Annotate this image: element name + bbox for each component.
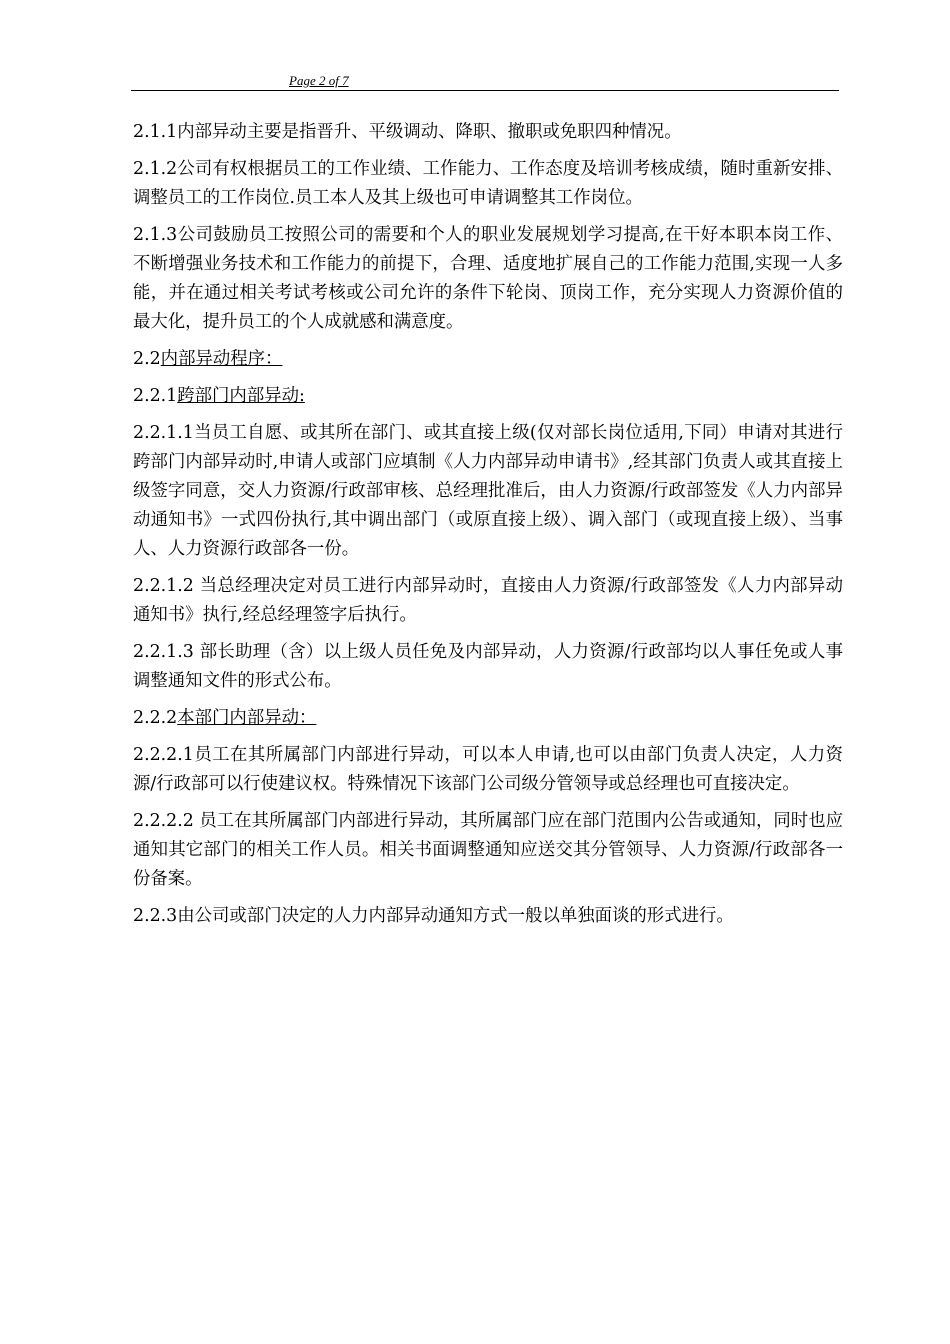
section-number: 2.1.2 bbox=[133, 159, 178, 179]
section-number: 2.2.1.1 bbox=[133, 423, 194, 443]
paragraph-2-2-1-3 bbox=[133, 638, 843, 696]
document-body bbox=[133, 118, 843, 939]
paragraph-2-1-3 bbox=[133, 221, 843, 337]
paragraph-text: 当员工自愿、或其所在部门、或其直接上级(仅对部长岗位适用,下同）申请对其进行跨部门内部异动时,申请人或部门应填制《人力内部异动申请书》,经其部门负责人或其直接上级签字同意，交人力资源/行政部审核、总经理批准后，由人力资源/行政部签发《人力内部异动通知书》一式四份执行,其中调出部门（或原直接上级）、调入部门（或现直接上级）、当事人、人力资源行政部各一份。 bbox=[133, 423, 843, 559]
paragraph-text: 公司鼓励员工按照公司的需要和个人的职业发展规划学习提高,在干好本职本岗工作、不断增强业务技术和工作能力的前提下，合理、适度地扩展自己的工作能力范围,实现一人多能，并在通过相关考试考核或公司允许的条件下轮岗、顶岗工作，充分实现人力资源价值的最大化，提升员工的个人成就感和满意度。 bbox=[133, 225, 843, 332]
heading-2-2 bbox=[133, 345, 843, 374]
section-number: 2.2.2.2 bbox=[133, 811, 200, 831]
paragraph-2-1-2 bbox=[133, 155, 843, 213]
section-number: 2.2.1 bbox=[133, 386, 178, 406]
section-number: 2.2.1.3 bbox=[133, 642, 200, 662]
paragraph-text: 员工在其所属部门内部进行异动，可以本人申请,也可以由部门负责人决定，人力资源/行政部可以行使建议权。特殊情况下该部门公司级分管领导或总经理也可直接决定。 bbox=[133, 745, 843, 794]
paragraph-text: 内部异动主要是指晋升、平级调动、降职、撤职或免职四种情况。 bbox=[177, 122, 682, 142]
paragraph-text: 公司有权根据员工的工作业绩、工作能力、工作态度及培训考核成绩，随时重新安排、调整员工的工作岗位.员工本人及其上级也可申请调整其工作岗位。 bbox=[133, 159, 843, 208]
page-number: Page 2 of 7 bbox=[289, 73, 349, 88]
paragraph-text: 当总经理决定对员工进行内部异动时，直接由人力资源/行政部签发《人力内部异动通知书》执行,经总经理签字后执行。 bbox=[133, 576, 843, 625]
paragraph-2-2-3 bbox=[133, 902, 843, 931]
section-number: 2.2.3 bbox=[133, 906, 178, 926]
paragraph-text: 由公司或部门决定的人力内部异动通知方式一般以单独面谈的形式进行。 bbox=[177, 906, 734, 926]
paragraph-text: 部长助理（含）以上级人员任免及内部异动，人力资源/行政部均以人事任免或人事调整通知文件的形式公布。 bbox=[133, 642, 843, 691]
paragraph-text: 员工在其所属部门内部进行异动，其所属部门应在部门范围内公告或通知，同时也应通知其它部门的相关工作人员。相关书面调整通知应送交其分管领导、人力资源/行政部各一份备案。 bbox=[133, 811, 843, 889]
page-header bbox=[131, 72, 839, 91]
heading-2-2-2 bbox=[133, 704, 843, 733]
heading-text: 跨部门内部异动: bbox=[177, 386, 305, 406]
section-number: 2.2.1.2 bbox=[133, 576, 200, 596]
heading-text: 内部异动程序： bbox=[160, 349, 283, 369]
section-number: 2.2 bbox=[133, 349, 161, 369]
section-number: 2.1.1 bbox=[133, 122, 178, 142]
section-number: 2.1.3 bbox=[133, 225, 178, 245]
paragraph-2-2-2-2 bbox=[133, 807, 843, 894]
heading-2-2-1 bbox=[133, 382, 843, 411]
paragraph-2-2-1-2 bbox=[133, 572, 843, 630]
heading-text: 本部门内部异动： bbox=[177, 708, 317, 728]
paragraph-2-2-1-1 bbox=[133, 419, 843, 564]
paragraph-2-1-1 bbox=[133, 118, 843, 147]
section-number: 2.2.2.1 bbox=[133, 745, 194, 765]
section-number: 2.2.2 bbox=[133, 708, 178, 728]
paragraph-2-2-2-1 bbox=[133, 741, 843, 799]
